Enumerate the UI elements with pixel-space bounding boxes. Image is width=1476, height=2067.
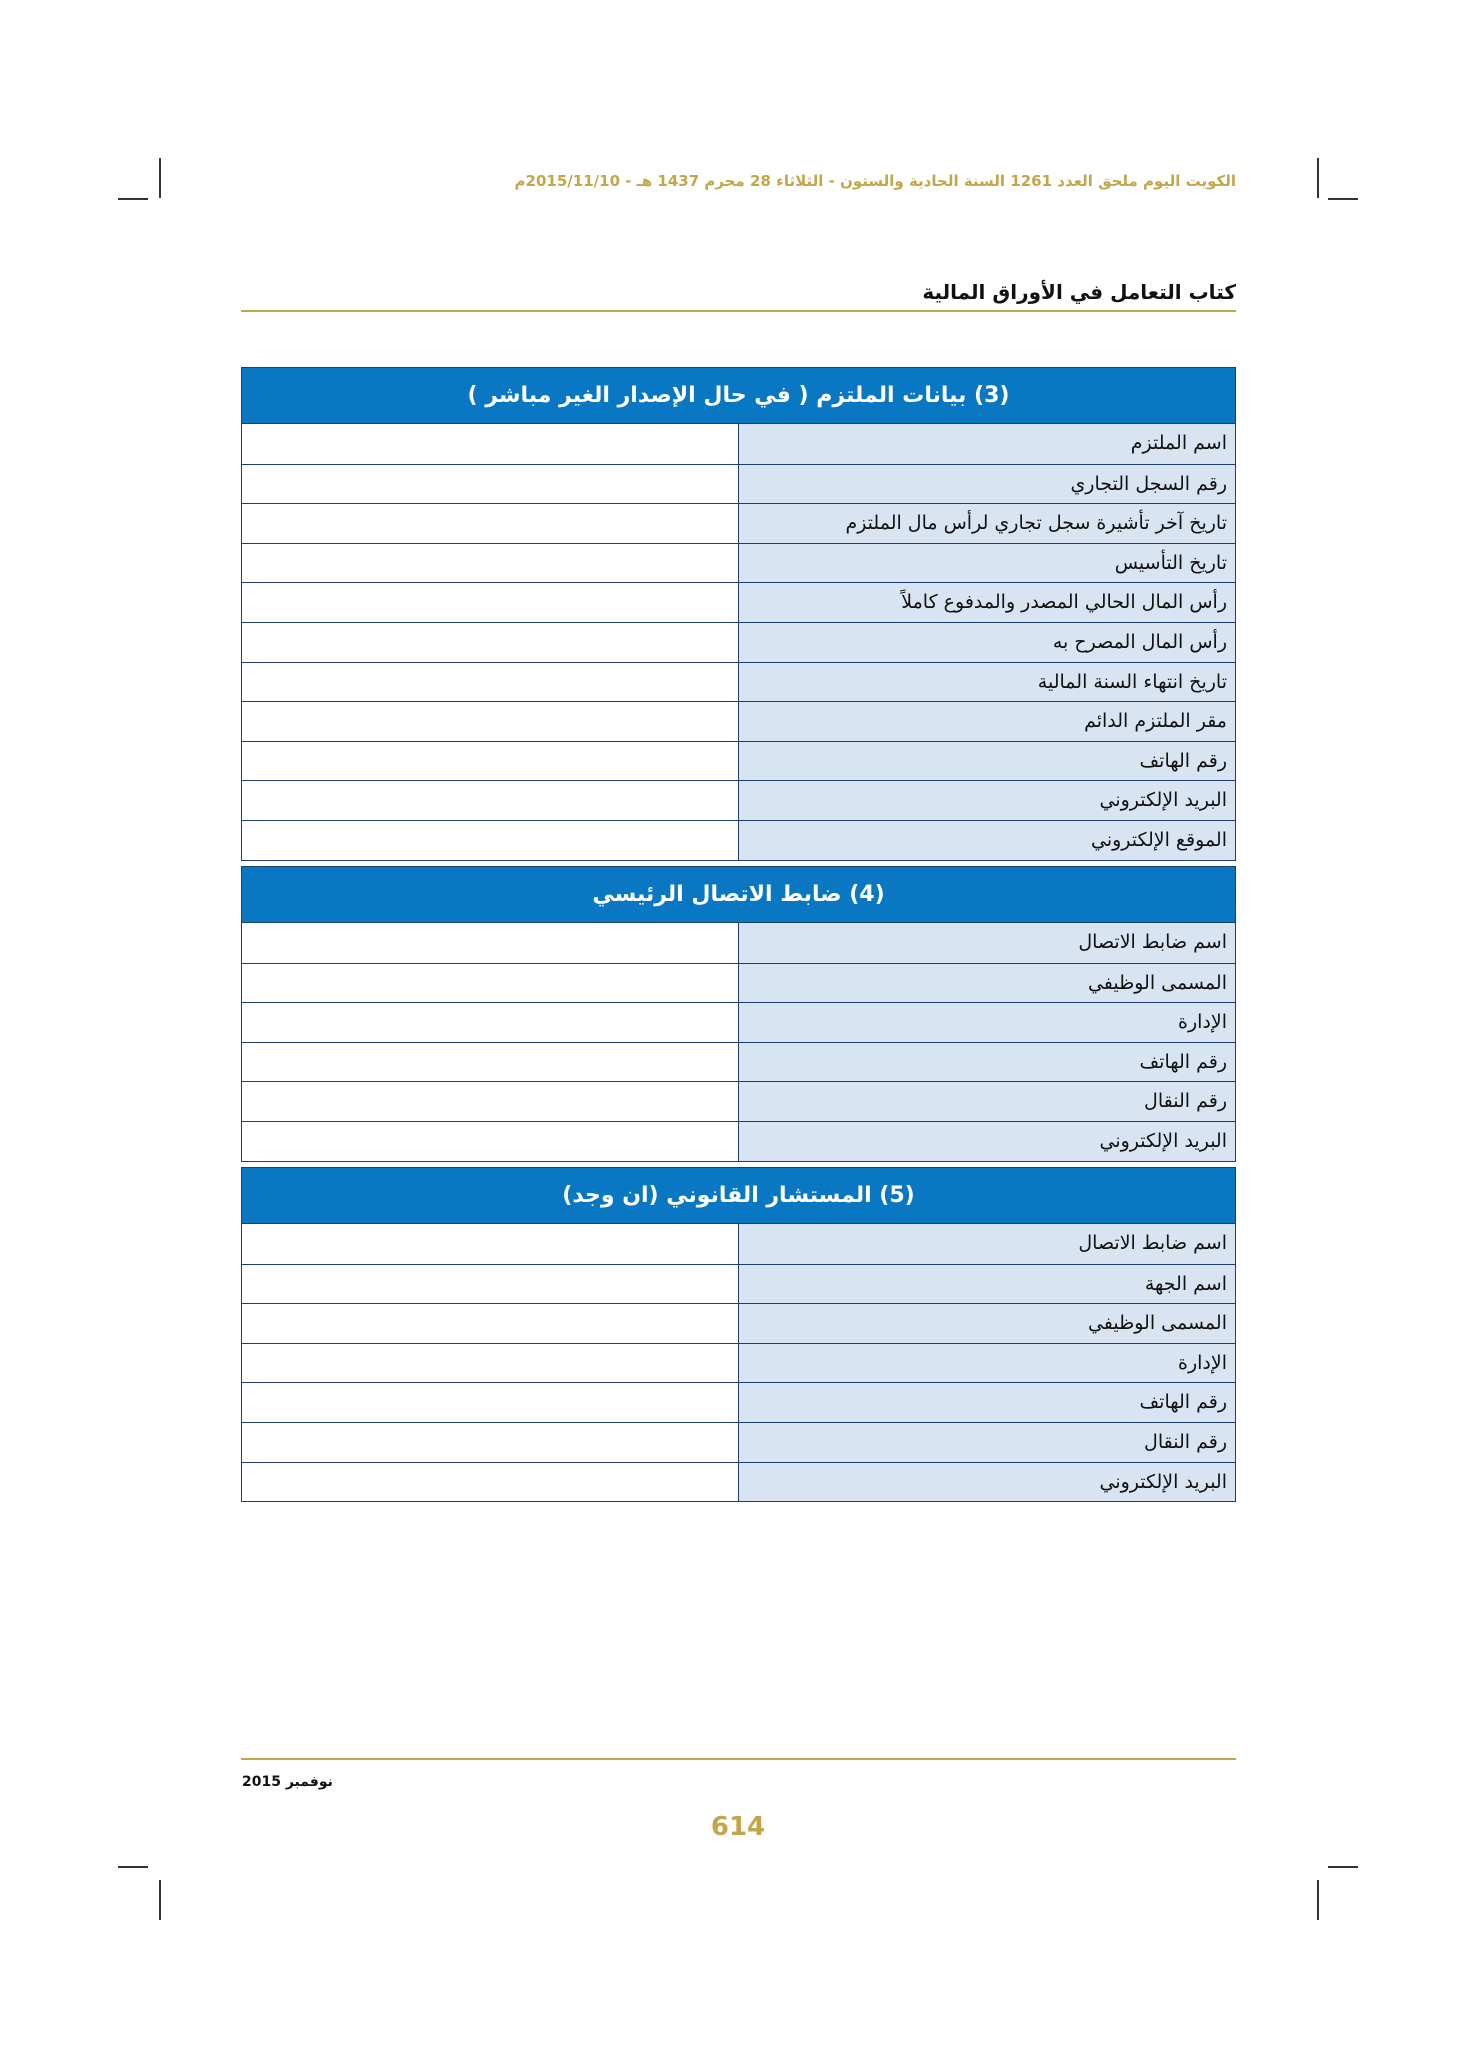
value-field[interactable]: [242, 1003, 739, 1042]
value-field[interactable]: [242, 424, 739, 464]
row-label: رأس المال المصرح به: [739, 623, 1235, 662]
section-legal-advisor: [241, 1167, 1236, 1502]
crop-mark: [1317, 158, 1319, 198]
table-row: [242, 1462, 1235, 1502]
crop-mark: [118, 1866, 148, 1868]
value-field[interactable]: [242, 1082, 739, 1121]
book-title: كتاب التعامل في الأوراق المالية: [922, 280, 1236, 304]
row-label: رقم الهاتف: [739, 1383, 1235, 1422]
section-title: (5) المستشار القانوني (ان وجد): [242, 1168, 1235, 1224]
rows: [242, 1224, 1235, 1501]
row-label: رقم النقال: [739, 1423, 1235, 1462]
row-label: الموقع الإلكتروني: [739, 821, 1235, 860]
value-field[interactable]: [242, 923, 739, 963]
table-row: [242, 963, 1235, 1003]
table-row: [242, 1343, 1235, 1383]
value-field[interactable]: [242, 504, 739, 543]
table-row: [242, 1382, 1235, 1422]
footer-date: نوفمبر 2015: [242, 1774, 333, 1790]
value-field[interactable]: [242, 663, 739, 702]
table-row: [242, 1422, 1235, 1462]
row-label: البريد الإلكتروني: [739, 781, 1235, 820]
row-label: الإدارة: [739, 1344, 1235, 1383]
value-field[interactable]: [242, 1423, 739, 1462]
value-field[interactable]: [242, 1043, 739, 1082]
value-field[interactable]: [242, 1265, 739, 1304]
section-title: (3) بيانات الملتزم ( في حال الإصدار الغير مباشر ): [242, 368, 1235, 424]
crop-mark: [118, 198, 148, 200]
table-row: [242, 1121, 1235, 1161]
row-label: اسم الجهة: [739, 1265, 1235, 1304]
row-label: المسمى الوظيفي: [739, 1304, 1235, 1343]
section-main-contact: [241, 866, 1236, 1162]
row-label: رأس المال الحالي المصدر والمدفوع كاملاً: [739, 583, 1235, 622]
row-label: تاريخ التأسيس: [739, 544, 1235, 583]
section-issuer-data: [241, 367, 1236, 861]
table-row: [242, 923, 1235, 963]
row-label: البريد الإلكتروني: [739, 1122, 1235, 1161]
rows: [242, 923, 1235, 1161]
value-field[interactable]: [242, 702, 739, 741]
table-row: [242, 820, 1235, 860]
table-row: [242, 780, 1235, 820]
row-label: رقم السجل التجاري: [739, 465, 1235, 504]
row-label: الإدارة: [739, 1003, 1235, 1042]
row-label: المسمى الوظيفي: [739, 964, 1235, 1003]
crop-mark: [1328, 198, 1358, 200]
table-row: [242, 1224, 1235, 1264]
table-row: [242, 741, 1235, 781]
value-field[interactable]: [242, 781, 739, 820]
crop-mark: [159, 158, 161, 198]
value-field[interactable]: [242, 1463, 739, 1502]
section-title: (4) ضابط الاتصال الرئيسي: [242, 867, 1235, 923]
table-row: [242, 543, 1235, 583]
row-label: اسم ضابط الاتصال: [739, 1224, 1235, 1264]
row-label: مقر الملتزم الدائم: [739, 702, 1235, 741]
value-field[interactable]: [242, 1304, 739, 1343]
table-row: [242, 1264, 1235, 1304]
row-label: اسم ضابط الاتصال: [739, 923, 1235, 963]
rows: [242, 424, 1235, 860]
value-field[interactable]: [242, 1224, 739, 1264]
table-row: [242, 1081, 1235, 1121]
value-field[interactable]: [242, 821, 739, 860]
value-field[interactable]: [242, 964, 739, 1003]
row-label: اسم الملتزم: [739, 424, 1235, 464]
value-field[interactable]: [242, 1122, 739, 1161]
footer-rule: [241, 1758, 1236, 1760]
table-row: [242, 1002, 1235, 1042]
page-number: 614: [710, 1812, 766, 1842]
value-field[interactable]: [242, 544, 739, 583]
value-field[interactable]: [242, 1383, 739, 1422]
value-field[interactable]: [242, 742, 739, 781]
publication-line: الكويت اليوم ملحق العدد 1261 السنة الحادية والستون - الثلاثاء 28 محرم 1437 هـ - 2015/11/10م: [514, 172, 1236, 190]
value-field[interactable]: [242, 1344, 739, 1383]
table-row: [242, 701, 1235, 741]
row-label: رقم الهاتف: [739, 742, 1235, 781]
crop-mark: [1328, 1866, 1358, 1868]
table-row: [242, 582, 1235, 622]
table-row: [242, 424, 1235, 464]
row-label: رقم الهاتف: [739, 1043, 1235, 1082]
table-row: [242, 503, 1235, 543]
row-label: تاريخ آخر تأشيرة سجل تجاري لرأس مال الملتزم: [739, 504, 1235, 543]
table-row: [242, 464, 1235, 504]
crop-mark: [1317, 1880, 1319, 1920]
table-row: [242, 662, 1235, 702]
value-field[interactable]: [242, 623, 739, 662]
table-row: [242, 622, 1235, 662]
row-label: البريد الإلكتروني: [739, 1463, 1235, 1502]
row-label: رقم النقال: [739, 1082, 1235, 1121]
header-rule: [241, 310, 1236, 312]
row-label: تاريخ انتهاء السنة المالية: [739, 663, 1235, 702]
crop-mark: [159, 1880, 161, 1920]
value-field[interactable]: [242, 465, 739, 504]
value-field[interactable]: [242, 583, 739, 622]
table-row: [242, 1042, 1235, 1082]
table-row: [242, 1303, 1235, 1343]
